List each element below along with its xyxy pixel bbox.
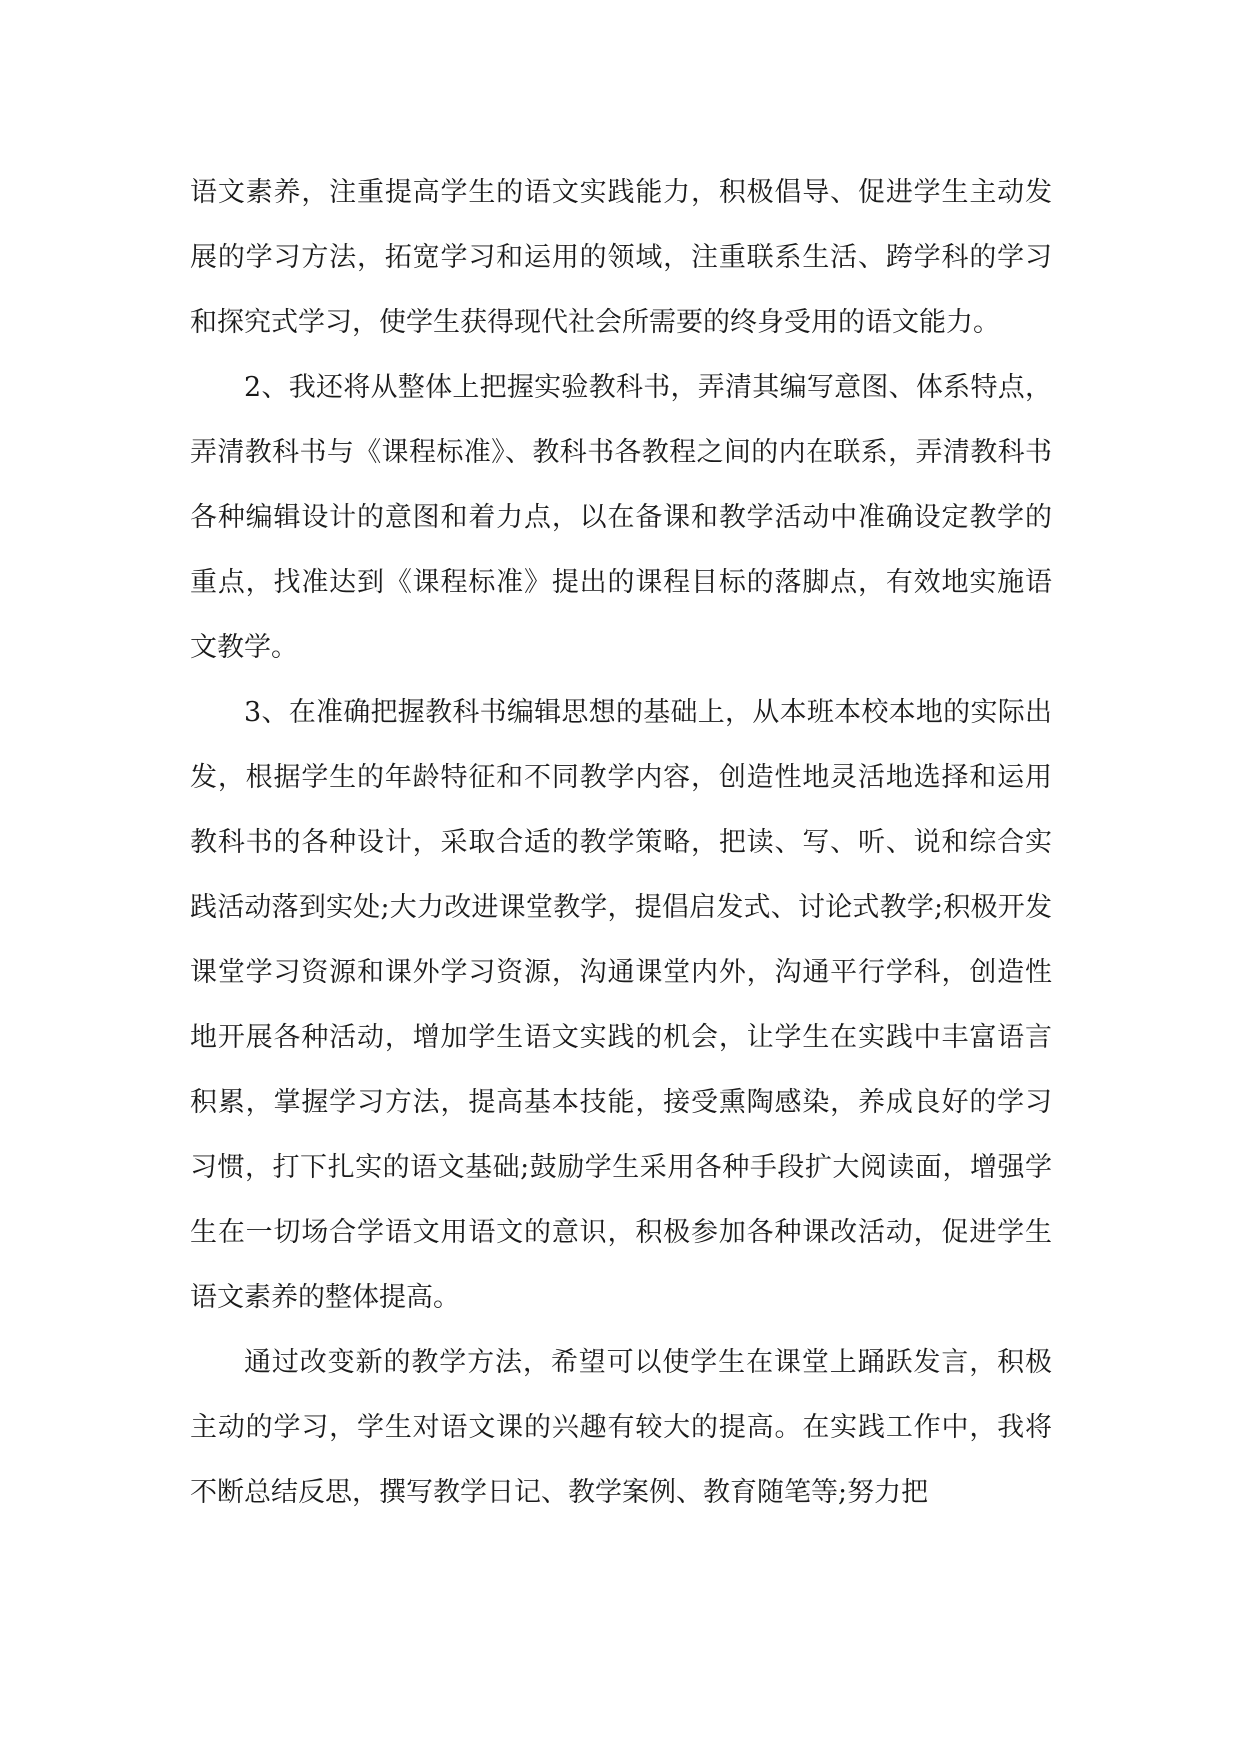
document-body xyxy=(190,160,1052,1525)
paragraph-item-3: 3、在准确把握教科书编辑思想的基础上，从本班本校本地的实际出发，根据学生的年龄特征和不同教学内容，创造性地灵活地选择和运用教科书的各种设计，采取合适的教学策略，把读、写、听、说和综合实践活动落到实处;大力改进课堂教学，提倡启发式、讨论式教学;积极开发课堂学习资源和课外学习资源，沟通课堂内外，沟通平行学科，创造性地开展各种活动，增加学生语文实践的机会，让学生在实践中丰富语言积累，掌握学习方法，提高基本技能，接受熏陶感染，养成良好的学习习惯，打下扎实的语文基础;鼓励学生采用各种手段扩大阅读面，增强学生在一切场合学语文用语文的意识，积极参加各种课改活动，促进学生语文素养的整体提高。 xyxy=(190,697,1052,1313)
paragraph-continuation: 语文素养，注重提高学生的语文实践能力，积极倡导、促进学生主动发展的学习方法，拓宽学习和运用的领域，注重联系生活、跨学科的学习和探究式学习，使学生获得现代社会所需要的终身受用的语文能力。 xyxy=(190,177,1052,338)
paragraph-item-2: 2、我还将从整体上把握实验教科书，弄清其编写意图、体系特点，弄清教科书与《课程标准》、教科书各教程之间的内在联系，弄清教科书各种编辑设计的意图和着力点，以在备课和教学活动中准确设定教学的重点，找准达到《课程标准》提出的课程目标的落脚点，有效地实施语文教学。 xyxy=(190,372,1052,663)
paragraph-summary: 通过改变新的教学方法，希望可以使学生在课堂上踊跃发言，积极主动的学习，学生对语文课的兴趣有较大的提高。在实践工作中，我将不断总结反思，撰写教学日记、教学案例、教育随笔等;努力把 xyxy=(190,1347,1052,1508)
